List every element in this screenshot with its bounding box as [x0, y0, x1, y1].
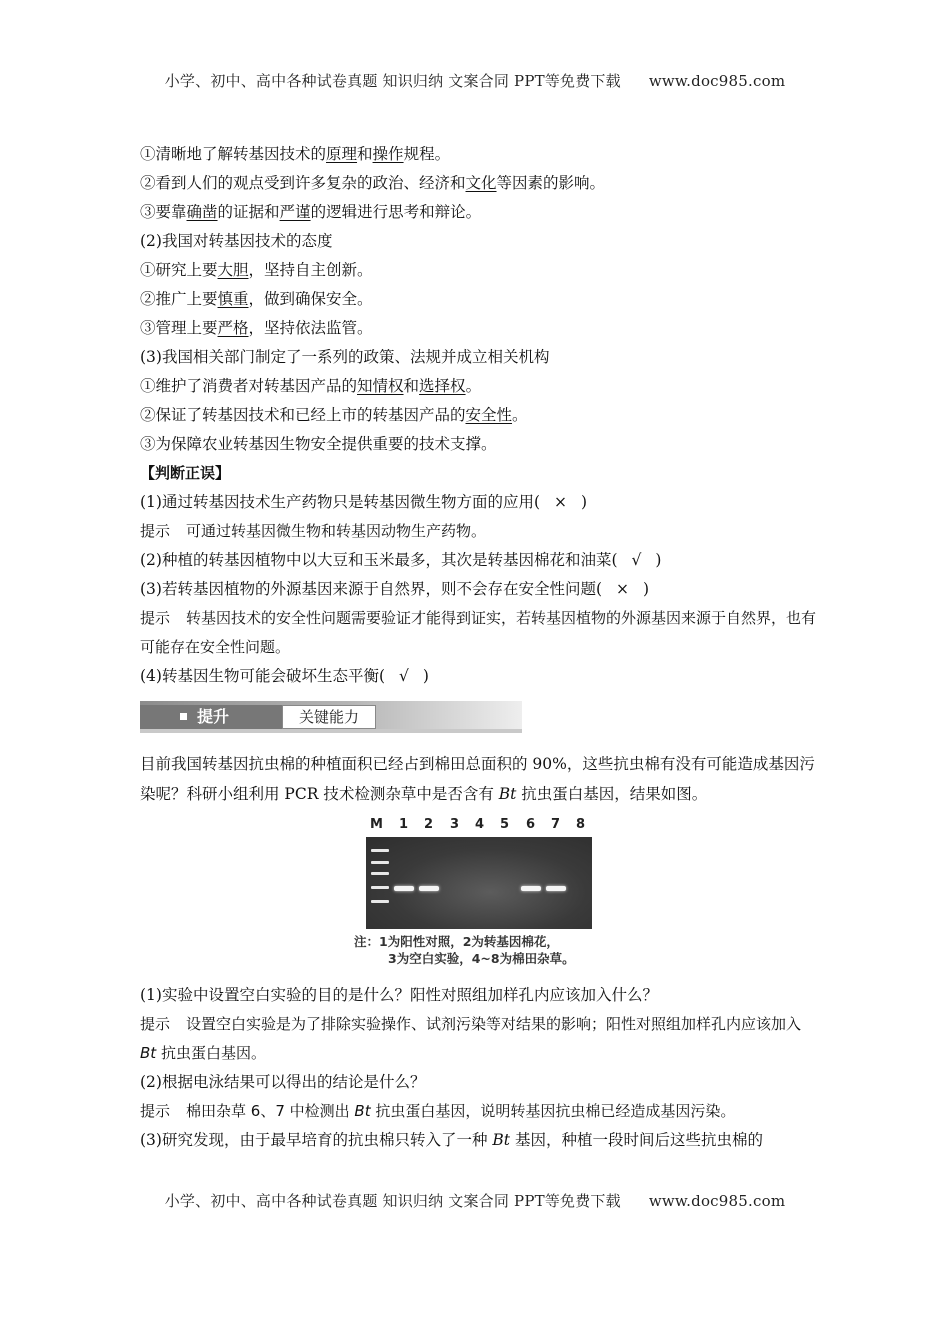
judge-title: 【判断正误】: [140, 464, 231, 482]
dna-band-lane-6: [521, 886, 541, 891]
gel-image: [366, 837, 592, 929]
footer-text: 小学、初中、高中各种试卷真题 知识归纳 文案合同 PPT等免费下载: [164, 1192, 621, 1210]
section-banner: [140, 701, 522, 733]
figure-note: 注：1为阳性对照，2为转基因棉花， 3为空白实验，4~8为棉田杂草。: [354, 934, 575, 966]
blank-careful: 慎重: [217, 290, 249, 308]
blank-strict: 严格: [217, 319, 249, 337]
s1-line-1: ①清晰地了解转基因技术的原理和操作规程。: [140, 145, 451, 163]
dna-band-lane-1: [394, 886, 414, 891]
hint-tag: 提示: [140, 522, 171, 540]
hint-tag: 提示: [140, 609, 171, 627]
lane-label: 4: [475, 817, 485, 832]
ladder-band: [371, 849, 389, 852]
lane-labels: [368, 817, 598, 835]
lane-label: 5: [500, 817, 510, 832]
s2-line-1: ①研究上要大胆，坚持自主创新。: [140, 261, 373, 279]
judge-hint-1: 提示 可通过转基因微生物和转基因动物生产药物。: [140, 522, 487, 540]
hint-tag: 提示: [140, 1102, 171, 1120]
qa-hint-1: 提示 设置空白实验是为了排除实验操作、试剂污染等对结果的影响；阳性对照组加样孔内应该加入 Bt 抗虫蛋白基因。: [140, 1015, 802, 1062]
dna-band-lane-2: [419, 886, 439, 891]
header-site: www.doc985.com: [648, 72, 786, 90]
lane-label: 2: [424, 817, 434, 832]
ladder-band: [371, 872, 389, 875]
judge-q3: (3)若转基因植物的外源基因来源于自然界，则不会存在安全性问题( × ): [140, 575, 820, 604]
dna-band-lane-7: [546, 886, 566, 891]
blank-right-to-choose: 选择权: [419, 377, 466, 395]
lane-label: M: [370, 817, 383, 832]
lane-label: 3: [450, 817, 460, 832]
judge-q2: (2)种植的转基因植物中以大豆和玉米最多，其次是转基因棉花和油菜( √ ): [140, 546, 820, 575]
s2-title: (2)我国对转基因技术的态度: [140, 232, 333, 250]
blank-principle: 原理: [326, 145, 358, 163]
blank-solid: 确凿: [186, 203, 218, 221]
qa-hint-2: 提示 棉田杂草 6、7 中检测出 Bt 抗虫蛋白基因，说明转基因抗虫棉已经造成基因污染。: [140, 1102, 736, 1120]
page-header: [0, 70, 950, 91]
page-footer: [0, 1190, 950, 1211]
judge-q4: (4)转基因生物可能会破坏生态平衡( √ ): [140, 662, 820, 691]
judge-q1: (1)通过转基因技术生产药物只是转基因微生物方面的应用( × ): [140, 488, 820, 517]
ladder-band: [371, 900, 389, 903]
s3-title: (3)我国相关部门制定了一系列的政策、法规并成立相关机构: [140, 348, 550, 366]
hint-tag: 提示: [140, 1015, 171, 1033]
banner-left: 提升: [197, 707, 230, 726]
s2-line-3: ③管理上要严格，坚持依法监管。: [140, 319, 373, 337]
ladder-band: [371, 886, 389, 889]
blank-rigorous: 严谨: [279, 203, 311, 221]
judge-hint-3: 提示 转基因技术的安全性问题需要验证才能得到证实，若转基因植物的外源基因来源于自然界，也有可能存在安全性问题。: [140, 609, 817, 656]
blank-safety: 安全性: [465, 406, 513, 424]
qa-q3: (3)研究发现，由于最早培育的抗虫棉只转入了一种 Bt 基因，种植一段时间后这些抗虫棉的: [140, 1131, 763, 1149]
s3-line-2: ②保证了转基因技术和已经上市的转基因产品的安全性。: [140, 406, 528, 424]
blank-bold: 大胆: [217, 261, 249, 279]
lane-label: 8: [576, 817, 586, 832]
s1-line-2: ②看到人们的观点受到许多复杂的政治、经济和文化等因素的影响。: [140, 174, 606, 192]
banner-right: 关键能力: [282, 705, 376, 729]
square-icon: [180, 713, 187, 720]
lane-label: 6: [526, 817, 536, 832]
qa-q2: (2)根据电泳结果可以得出的结论是什么？: [140, 1073, 426, 1091]
blank-culture: 文化: [465, 174, 497, 192]
gel-figure: [140, 817, 820, 977]
answer-mark: ×: [616, 580, 630, 598]
s3-line-1: ①维护了消费者对转基因产品的知情权和选择权。: [140, 377, 482, 395]
header-text: 小学、初中、高中各种试卷真题 知识归纳 文案合同 PPT等免费下载: [164, 72, 621, 90]
intro-paragraph: 目前我国转基因抗虫棉的种植面积已经占到棉田总面积的 90%，这些抗虫棉有没有可能造成基因污染呢？科研小组利用 PCR 技术检测杂草中是否含有 Bt 抗虫蛋白基因，结果如图。: [140, 755, 815, 803]
answer-mark: √: [631, 551, 642, 569]
lane-label: 1: [399, 817, 409, 832]
answer-mark: √: [399, 667, 409, 685]
lane-label: 7: [551, 817, 561, 832]
ladder-band: [371, 861, 389, 864]
qa-q1: (1)实验中设置空白实验的目的是什么？阳性对照组加样孔内应该加入什么？: [140, 986, 658, 1004]
s3-line-3: ③为保障农业转基因生物安全提供重要的技术支撑。: [140, 435, 497, 453]
footer-site: www.doc985.com: [648, 1192, 786, 1210]
blank-operation: 操作: [372, 145, 404, 163]
answer-mark: ×: [554, 493, 568, 511]
page-content: [140, 140, 820, 1155]
blank-right-to-know: 知情权: [357, 377, 404, 395]
s2-line-2: ②推广上要慎重，做到确保安全。: [140, 290, 373, 308]
s1-line-3: ③要靠确凿的证据和严谨的逻辑进行思考和辩论。: [140, 203, 482, 221]
